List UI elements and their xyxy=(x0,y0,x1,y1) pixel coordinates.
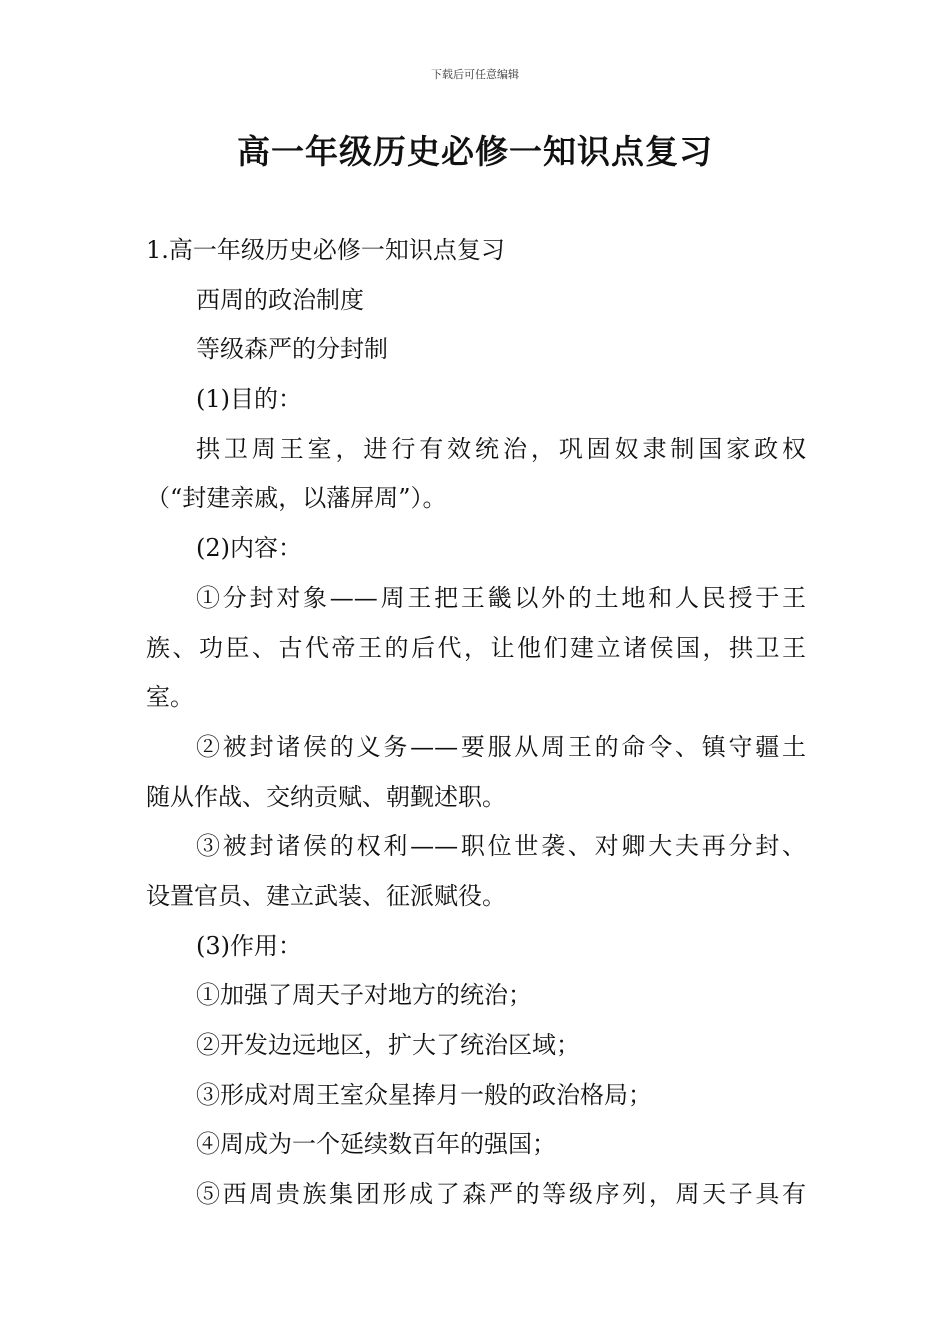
list-item: ④周成为一个延续数百年的强国； xyxy=(196,1130,556,1159)
paragraph-line: 设置官员、建立武装、征派赋役。 xyxy=(146,881,506,910)
item-heading-content: (2)内容： xyxy=(196,534,302,563)
list-item: ②开发边远地区，扩大了统治区域； xyxy=(196,1031,580,1059)
paragraph-line: 拱卫周王室，进行有效统治，巩固奴隶制国家政权 xyxy=(196,434,806,463)
topic-heading: 等级森严的分封制 xyxy=(196,335,388,364)
list-item: ①加强了周天子对地方的统治； xyxy=(196,981,532,1010)
header-note: 下载后可任意编辑 xyxy=(431,68,519,81)
item-heading-effect: (3)作用： xyxy=(196,931,302,960)
document-body xyxy=(146,226,806,1220)
list-item: ⑤西周贵族集团形成了森严的等级序列，周天子具有 xyxy=(196,1180,806,1209)
paragraph-line: ①分封对象——周王把王畿以外的土地和人民授于王 xyxy=(196,583,806,612)
paragraph-line: 族、功臣、古代帝王的后代，让他们建立诸侯国，拱卫王 xyxy=(146,633,806,662)
paragraph-line: ②被封诸侯的义务——要服从周王的命令、镇守疆土 xyxy=(196,732,806,761)
paragraph-line: ③被封诸侯的权利——职位世袭、对卿大夫再分封、 xyxy=(196,832,806,861)
paragraph-line: （“封建亲戚，以藩屏周”）。 xyxy=(146,484,447,513)
list-item: ③形成对周王室众星捧月一般的政治格局； xyxy=(196,1080,652,1109)
paragraph-line: 室。 xyxy=(146,683,194,712)
section-heading: 1.高一年级历史必修一知识点复习 xyxy=(146,236,505,264)
item-heading-purpose: (1)目的： xyxy=(196,385,302,414)
paragraph-line: 随从作战、交纳贡赋、朝觐述职。 xyxy=(146,782,506,811)
subsection-heading: 西周的政治制度 xyxy=(196,285,364,314)
document-title: 高一年级历史必修一知识点复习 xyxy=(237,132,713,171)
